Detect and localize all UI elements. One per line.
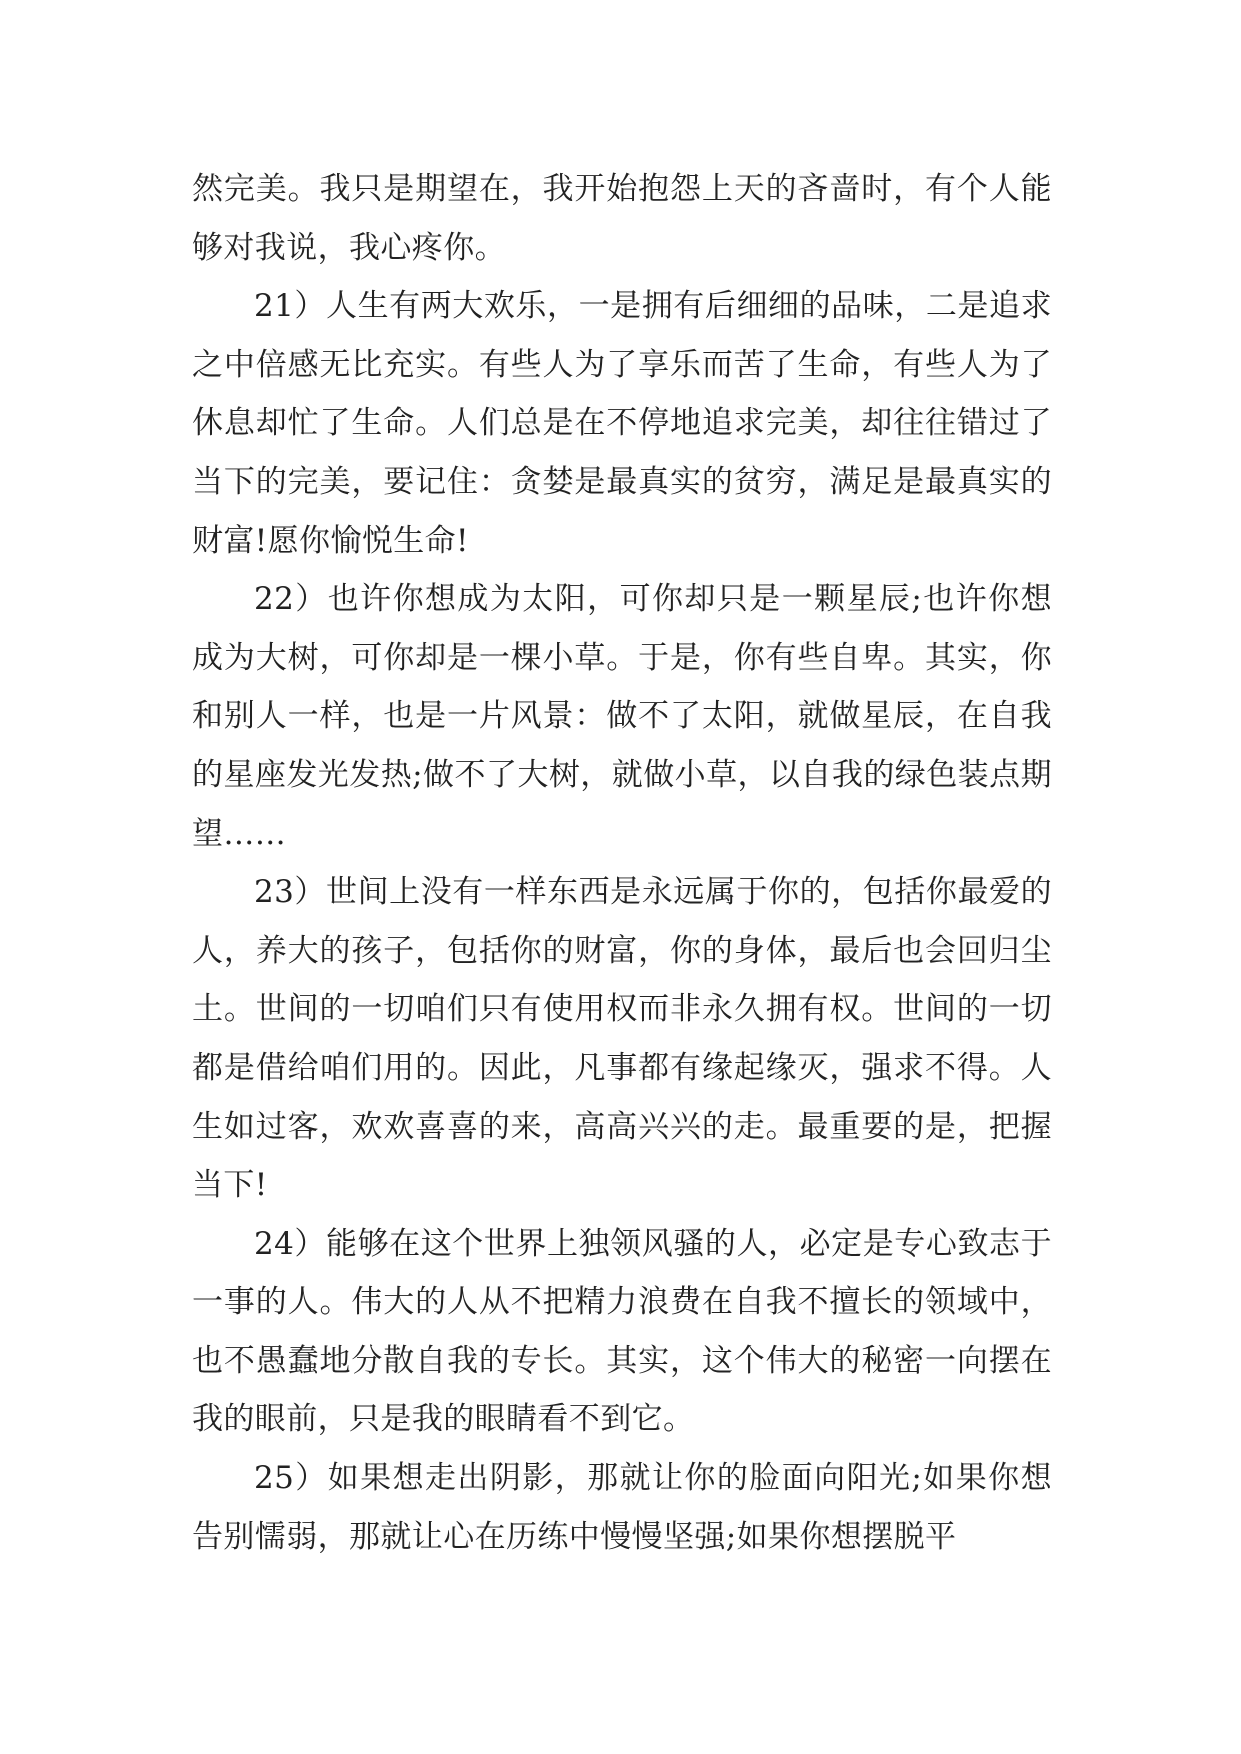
paragraph-25: 25）如果想走出阴影，那就让你的脸面向阳光;如果你想告别懦弱，那就让心在历练中慢慢坚强;如果你想摆脱平 <box>192 1460 1052 1555</box>
paragraph-22: 22）也许你想成为太阳，可你却只是一颗星辰;也许你想成为大树，可你却是一棵小草。于是，你有些自卑。其实，你和别人一样，也是一片风景：做不了太阳，就做星辰，在自我的星座发光发热;做不了大树，就做小草，以自我的绿色装点期望…… <box>192 581 1052 852</box>
paragraph-23: 23）世间上没有一样东西是永远属于你的，包括你最爱的人，养大的孩子，包括你的财富，你的身体，最后也会回归尘土。世间的一切咱们只有使用权而非永久拥有权。世间的一切都是借给咱们用的。因此，凡事都有缘起缘灭，强求不得。人生如过客，欢欢喜喜的来，高高兴兴的走。最重要的是，把握当下! <box>192 874 1052 1204</box>
document-page <box>192 160 1052 1566</box>
paragraph-24: 24）能够在这个世界上独领风骚的人，必定是专心致志于一事的人。伟大的人从不把精力浪费在自我不擅长的领域中，也不愚蠢地分散自我的专长。其实，这个伟大的秘密一向摆在我的眼前，只是我的眼睛看不到它。 <box>192 1225 1052 1438</box>
paragraph-continued: 然完美。我只是期望在，我开始抱怨上天的吝啬时，有个人能够对我说，我心疼你。 <box>192 171 1052 266</box>
paragraph-21: 21）人生有两大欢乐，一是拥有后细细的品味，二是追求之中倍感无比充实。有些人为了享乐而苦了生命，有些人为了休息却忙了生命。人们总是在不停地追求完美，却往往错过了当下的完美，要记住：贪婪是最真实的贫穷，满足是最真实的财富!愿你愉悦生命! <box>192 288 1052 559</box>
